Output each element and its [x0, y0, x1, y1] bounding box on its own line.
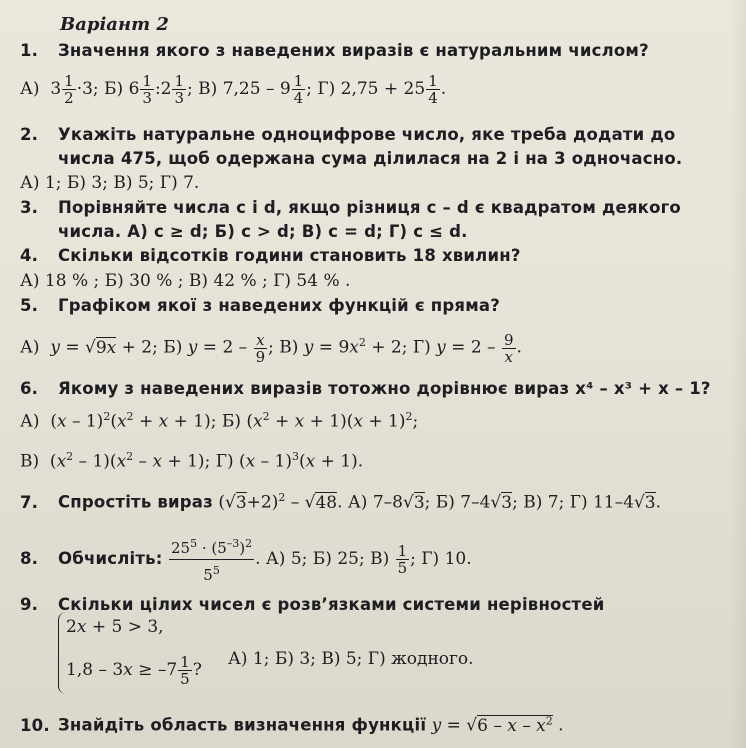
question-9	[20, 594, 604, 616]
question-2-cont: числа 475, щоб одержана сума ділилася на 2 і на 3 одночасно.	[58, 149, 683, 168]
question-text: Скільки цілих чисел є розв’язками системи нерівностей	[58, 595, 605, 614]
question-text: Порівняйте числа c і d, якщо різниця c – d є квадратом деякого	[58, 198, 681, 217]
answers-4: А) 18 % ; Б) 30 % ; В) 42 % ; Г) 54 % .	[20, 271, 351, 291]
question-text: Якому з наведених виразів тотожно дорівнює вираз x⁴ – x³ + x – 1?	[58, 379, 711, 398]
question-number: 3.	[20, 198, 39, 217]
answers-6b: В) $(x^2 - 1)(x^2 - x + 1)$; Г) (x – 1)$^3$(x + 1).	[20, 450, 364, 472]
question-number: 2.	[20, 125, 39, 144]
question-text: Спростіть вираз	[58, 492, 213, 512]
question-5	[20, 295, 500, 317]
question-text: Обчисліть:	[58, 549, 163, 568]
question-text: Графіком якої з наведених функцій є пряма?	[58, 296, 500, 315]
inequality-1: 2x + 5 > 3,	[66, 617, 164, 637]
question-3	[20, 197, 681, 219]
question-6	[20, 378, 711, 400]
question-text: Укажіть натуральне одноцифрове число, яке треба додати до	[58, 125, 676, 144]
question-number: 9.	[20, 595, 39, 614]
question-number: 5.	[20, 296, 39, 315]
question-1	[20, 40, 649, 62]
page-edge-shadow	[730, 0, 746, 748]
question-2	[20, 124, 675, 146]
question-number: 10.	[20, 715, 50, 735]
question-text: Скільки відсотків години становить 18 хвилин?	[58, 246, 521, 265]
question-3-cont: числа. А) c ≥ d; Б) c > d; В) c = d; Г) c ≤ d.	[58, 222, 468, 241]
answers-2: А) 1; Б) 3; В) 5; Г) 7.	[20, 173, 200, 193]
question-number: 1.	[20, 41, 39, 60]
answers-9: А) 1; Б) 3; В) 5; Г) жодного.	[228, 649, 474, 669]
question-text: Значення якого з наведених виразів є натуральним числом?	[58, 41, 649, 60]
question-number: 4.	[20, 246, 39, 265]
inequality-2: 1,8 – 3x ≥ –7 $\frac{1}{5}$ ?	[66, 653, 202, 688]
question-text: Знайдіть область визначення функції	[58, 715, 427, 735]
question-number: 6.	[20, 379, 39, 398]
question-7: 7. Спростіть вираз $(√3+2)^2 - √48$. А) 7–8√3; Б) 7–4√3; В) 7; Г) 11–4√3.	[20, 484, 661, 517]
question-8: 8. Обчисліть: $\frac{25^5 \cdot (5^{-3})^2}{5^5}$ . А) 5; Б) 25; В) $\frac{1}{5}$ ; Г) 10.	[20, 528, 472, 590]
variant-title: Варіант 2	[60, 14, 169, 35]
question-10: 10. Знайдіть область визначення функції $y = √6 - x - x^2$ .	[20, 708, 564, 739]
question-4	[20, 245, 521, 267]
question-number: 7.	[20, 492, 39, 512]
answers-6a: А) $(x - 1)^2(x^2 + x + 1)$; Б) $(x^2 + x + 1)(x + 1)^2$;	[20, 410, 419, 432]
answers-1: А) 3 $\frac{1}{2}$ ·3; Б) 6 $\frac{1}{3}$ :2 $\frac{1}{3}$ ; В) 7,25 – 9 $\frac{1}{4}$ ; Г) 2,75 + 25 $\frac{1}{4}$ .	[20, 72, 447, 107]
answers-5: А) y = √9x + 2; Б) y = 2 – $\frac{x}{9}$ ; В) $y = 9x^2 + 2$; Г) y = 2 – $\frac{9}{x}$ .	[20, 330, 522, 366]
question-number: 8.	[20, 549, 39, 568]
